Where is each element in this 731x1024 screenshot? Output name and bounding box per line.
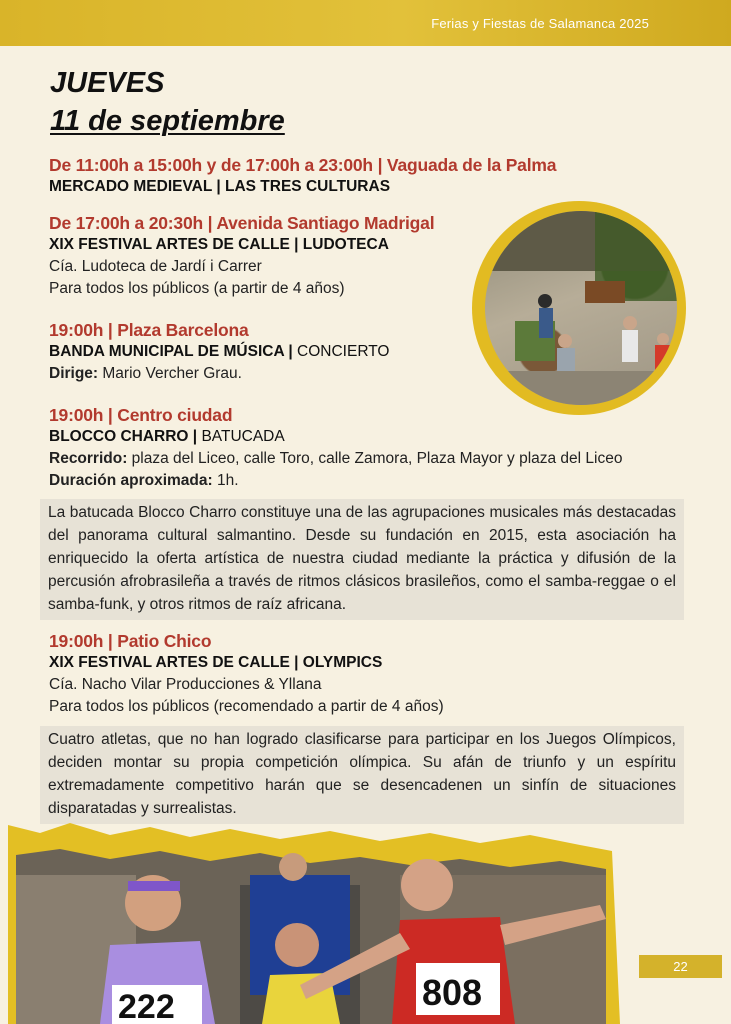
event-director: [49, 363, 389, 385]
event-duration: [49, 470, 673, 492]
duration-text: 1h.: [212, 472, 239, 489]
event-description-olympics: Cuatro atletas, que no han logrado clasificarse para participar en los Juegos Olímpicos, deciden montar su propia competición olímpica. Su afán de triunfo y un espíritu extremadamente competitivo harán que se desencadenen un sinfín de situaciones disparatadas y surrealistas.: [40, 726, 684, 824]
ludoteca-photo-image: [485, 211, 677, 405]
event-blocco-charro: [49, 404, 673, 492]
event-time-place: De 17:00h a 20:30h | Avenida Santiago Madrigal: [49, 213, 435, 233]
weekday-heading: JUEVES: [50, 67, 165, 99]
event-audience: Para todos los públicos (recomendado a partir de 4 años): [49, 698, 444, 715]
event-title-text: MERCADO MEDIEVAL | LAS TRES CULTURAS: [49, 178, 391, 195]
event-title-text: XIX FESTIVAL ARTES DE CALLE | OLYMPICS: [49, 654, 383, 671]
event-mercado-medieval: [49, 154, 556, 198]
event-time-place: 19:00h | Plaza Barcelona: [49, 320, 249, 340]
bib-right: 808: [422, 972, 483, 1013]
page-number: 22: [673, 959, 688, 974]
event-audience: Para todos los públicos (a partir de 4 años): [49, 280, 345, 297]
header-title: Ferias y Fiestas de Salamanca 2025: [431, 16, 649, 31]
event-olympics: [49, 630, 444, 718]
event-ludoteca: [49, 212, 434, 300]
route-label: Recorrido:: [49, 450, 128, 467]
event-company: Cía. Ludoteca de Jardí i Carrer: [49, 258, 262, 275]
duration-label: Duración aproximada:: [49, 472, 213, 489]
director-label: Dirige:: [49, 365, 99, 382]
route-text: plaza del Liceo, calle Toro, calle Zamora, Plaza Mayor y plaza del Liceo: [127, 450, 623, 467]
event-time-place: De 11:00h a 15:00h y de 17:00h a 23:00h | Vaguada de la Palma: [49, 155, 557, 175]
event-time-place: 19:00h | Patio Chico: [49, 631, 212, 651]
director-name: Mario Vercher Grau.: [98, 365, 242, 382]
date-heading: 11 de septiembre: [50, 105, 285, 137]
event-title-normal: BATUCADA: [197, 428, 285, 445]
event-banda-municipal: [49, 319, 389, 385]
bib-left: 222: [118, 988, 175, 1024]
event-title: [49, 176, 556, 198]
event-title: [49, 341, 389, 363]
olympics-photo: [0, 815, 731, 1024]
event-title-text: XIX FESTIVAL ARTES DE CALLE | LUDOTECA: [49, 236, 389, 253]
event-title-bold: BANDA MUNICIPAL DE MÚSICA |: [49, 343, 293, 360]
event-time-place: 19:00h | Centro ciudad: [49, 405, 233, 425]
event-company: Cía. Nacho Vilar Producciones & Yllana: [49, 676, 322, 693]
page-number-badge: [639, 955, 722, 978]
event-route: [49, 448, 673, 470]
event-title: [49, 652, 444, 674]
event-description-blocco: La batucada Blocco Charro constituye una de las agrupaciones musicales más destacadas del panorama cultural salmantino. Desde su fundación en 2015, esta asociación ha enriquecido la oferta artística de nuestra ciudad mediante la práctica y difusión de la percusión afrobrasileña a través de ritmos clásicos brasileños, como el samba-reggae o el samba-funk, y otros ritmos de raíz africana.: [40, 499, 684, 620]
runner-right-head: [401, 859, 453, 911]
ludoteca-photo: [472, 201, 686, 415]
event-title: [49, 426, 673, 448]
event-title-bold: BLOCCO CHARRO |: [49, 428, 198, 445]
event-title: [49, 234, 434, 256]
header-bar: [0, 0, 731, 46]
runner-middle-head: [275, 923, 319, 967]
event-title-normal: CONCIERTO: [292, 343, 390, 360]
